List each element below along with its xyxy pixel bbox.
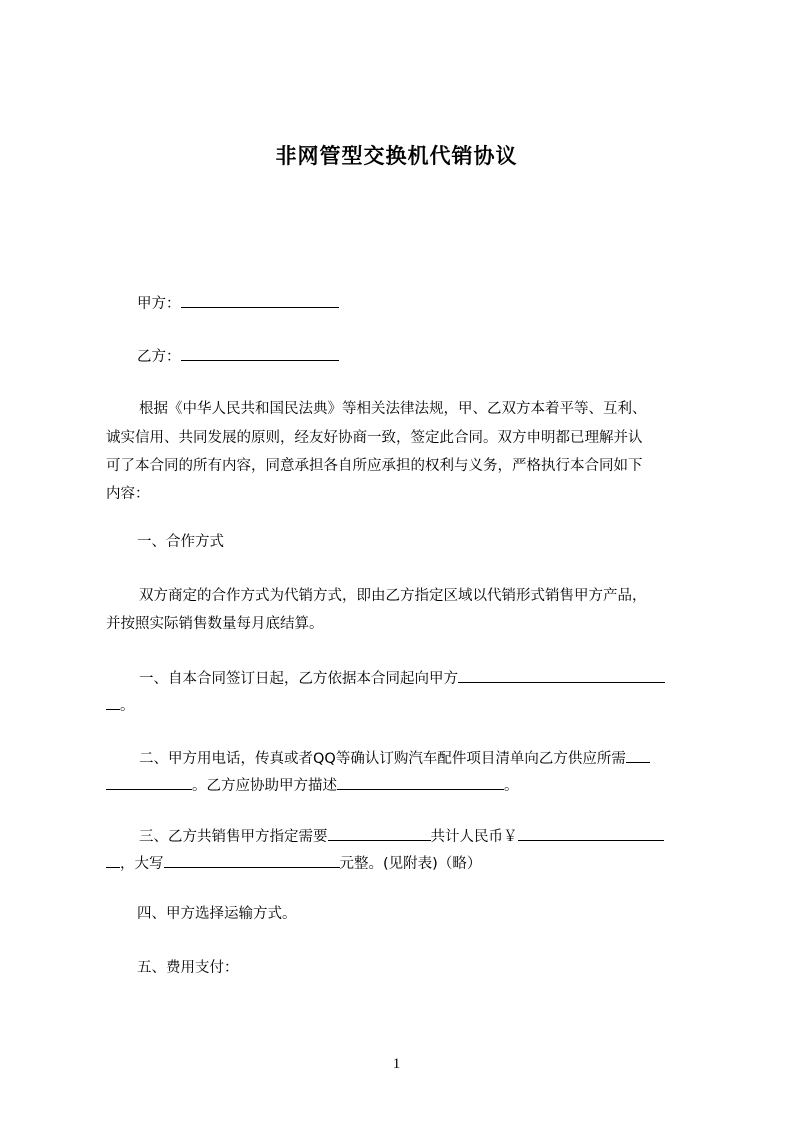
clause-3-blank-item [328,825,431,841]
intro-line-1: 根据《中华人民共和国民法典》等相关法律法规，甲、乙双方本着平等、互利、 [139,401,647,417]
clause-2-blank-b [337,774,504,790]
party-b-blank [181,345,339,361]
clause-4: 四、甲方选择运输方式。 [137,906,297,922]
clause-3-blank-words [164,852,340,868]
clause-1-end: 。 [120,698,135,714]
clause-3-line-2 [106,852,481,874]
page-number: 1 [392,1056,401,1072]
clause-3-text: 三、乙方共销售甲方指定需要 [139,829,328,845]
intro-line-2: 诚实信用、共同发展的原则，经友好协商一致，签定此合同。双方申明都已理解并认 [106,430,643,446]
party-a-line [137,292,339,314]
clause-2-text-b: 。乙方应协助甲方描述 [192,778,337,794]
clause-2-blank-a-cont [106,774,192,790]
intro-line-4: 内容： [106,486,150,502]
clause-1-blank-cont [106,694,120,710]
clause-3-line-1 [139,825,664,847]
clause-3-blank-amount-cont [106,852,120,868]
party-b-line [137,345,339,367]
clause-1-blank [458,667,665,683]
clause-5: 五、费用支付： [137,960,239,976]
clause-3-text-d: 元整。(见附表)（略） [339,856,482,872]
clause-3-text-b: 共计人民币￥ [430,829,518,845]
clause-2-line-2 [106,774,519,796]
party-b-label: 乙方： [137,349,181,365]
party-a-label: 甲方： [137,296,181,312]
intro-line-3: 可了本合同的所有内容，同意承担各自所应承担的权利与义务，严格执行本合同如下 [106,458,643,474]
clause-2-text: 二、甲方用电话，传真或者QQ等确认订购汽车配件项目清单向乙方供应所需 [139,751,626,767]
clause-2-line-1 [139,747,650,769]
document-title: 非网管型交换机代销协议 [275,144,518,168]
cooperation-line-2: 并按照实际销售数量每月底结算。 [106,616,324,632]
clause-2-end: 。 [504,778,519,794]
clause-3-text-c: ，大写 [120,856,164,872]
clause-2-blank-a [626,747,650,763]
clause-3-blank-amount [518,825,664,841]
clause-1-line-1 [139,667,665,689]
clause-1-line-2 [106,694,135,716]
cooperation-line-1: 双方商定的合作方式为代销方式，即由乙方指定区域以代销形式销售甲方产品， [139,588,647,604]
clause-1-text: 一、自本合同签订日起，乙方依据本合同起向甲方 [139,671,458,687]
section-heading-cooperation: 一、合作方式 [137,534,224,550]
party-a-blank [181,292,339,308]
